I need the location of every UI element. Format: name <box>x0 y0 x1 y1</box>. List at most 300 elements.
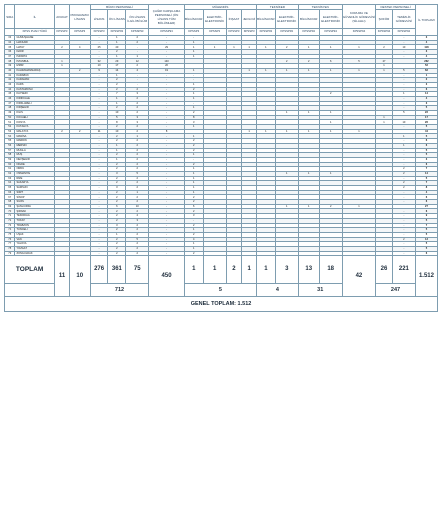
province-name: SAMSUN <box>15 186 55 191</box>
row-number: 58 <box>5 153 15 158</box>
province-name: KASTAMONU <box>15 87 55 92</box>
province-name: ORDU <box>15 167 55 172</box>
table-cell: 2 <box>126 87 149 92</box>
table-cell: 1 <box>298 129 319 134</box>
province-name: KARS <box>15 82 55 87</box>
table-cell: - <box>149 228 185 233</box>
row-number: 64 <box>5 181 15 186</box>
table-cell: 1 <box>55 59 70 64</box>
row-total-cell: 5 <box>415 134 437 139</box>
table-cell: 25 <box>90 45 108 50</box>
table-cell: 3 <box>108 171 126 176</box>
table-cell: - <box>392 96 415 101</box>
subtotal-buro: 712 <box>90 284 149 297</box>
total-buro-lisans: 276 <box>90 256 108 284</box>
table-cell: 2 <box>184 162 203 167</box>
table-cell: 1 <box>184 82 203 87</box>
total-t-elektrik: 3 <box>275 256 298 284</box>
table-cell: - <box>149 153 185 158</box>
table-cell: - <box>392 232 415 237</box>
province-name: KIRKLARELİ <box>15 101 55 106</box>
table-cell: - <box>90 209 108 214</box>
table-cell: - <box>149 176 185 181</box>
table-cell: - <box>392 148 415 153</box>
row-total-cell: 3 <box>415 50 437 55</box>
table-cell: 1 <box>342 45 375 50</box>
kpss-code: KPSSP94 <box>376 29 393 36</box>
province-name: MERSİN <box>15 143 55 148</box>
table-cell: - <box>149 54 185 59</box>
table-cell: 2 <box>108 251 126 256</box>
table-cell: - <box>149 200 185 205</box>
table-cell: 2 <box>126 167 149 172</box>
row-number: 78 <box>5 246 15 251</box>
kpss-code: KPSSP94 <box>342 29 375 36</box>
table-cell: 2 <box>126 162 149 167</box>
table-cell: - <box>149 73 185 78</box>
table-cell: - <box>90 223 108 228</box>
row-number: 68 <box>5 200 15 205</box>
table-cell: 27 <box>376 59 393 64</box>
province-name: ISPARTA <box>15 54 55 59</box>
table-cell: 3 <box>126 92 149 97</box>
table-cell: - <box>149 78 185 83</box>
table-cell: 2 <box>392 186 415 191</box>
header-cagri: ÇAĞRI KARŞILAMA PERSONELİ (ÖN LİSANS TÜM BÖLÜMLER) <box>149 5 185 29</box>
table-cell: - <box>90 73 108 78</box>
table-cell: 1 <box>275 171 298 176</box>
table-cell: 1 <box>298 45 319 50</box>
row-number: 76 <box>5 237 15 242</box>
table-cell: - <box>90 228 108 233</box>
table-cell: - <box>149 134 185 139</box>
table-cell: 2 <box>108 162 126 167</box>
table-cell: 2 <box>126 181 149 186</box>
kpss-code: KPSSP3 <box>184 29 203 36</box>
table-cell: 2 <box>108 209 126 214</box>
table-cell: - <box>392 223 415 228</box>
table-cell: 2 <box>108 214 126 219</box>
row-total-cell: 118 <box>415 45 437 50</box>
table-cell: 1 <box>108 232 126 237</box>
row-number: 57 <box>5 148 15 153</box>
table-cell: - <box>392 82 415 87</box>
table-cell: 1 <box>275 129 298 134</box>
row-number: 72 <box>5 218 15 223</box>
row-total-cell: 6 <box>415 209 437 214</box>
table-cell: 1 <box>298 68 319 73</box>
table-cell: 2 <box>108 190 126 195</box>
table-cell: 1 <box>184 242 203 247</box>
table-cell: 1 <box>203 45 226 50</box>
row-number: 43 <box>5 82 15 87</box>
header-t-bilgisayar: BİLGİSAYAR <box>256 10 275 29</box>
table-cell: 1 <box>298 204 319 209</box>
table-cell: 1 <box>376 115 393 120</box>
row-number: 45 <box>5 92 15 97</box>
table-cell: 2 <box>126 232 149 237</box>
province-name: KAHRAMANMARAŞ <box>15 68 55 73</box>
table-cell: 1 <box>242 68 257 73</box>
table-cell: - <box>392 251 415 256</box>
table-cell: - <box>149 204 185 209</box>
row-total-cell: 5 <box>415 125 437 130</box>
row-total-cell: 5 <box>415 106 437 111</box>
table-cell: - <box>149 218 185 223</box>
table-cell: - <box>90 134 108 139</box>
row-total-cell: 5 <box>415 148 437 153</box>
table-cell: 2 <box>126 209 149 214</box>
kpss-code: KPSSP3 <box>69 29 90 36</box>
table-cell: - <box>90 214 108 219</box>
table-cell: 2 <box>126 246 149 251</box>
table-cell: 1 <box>184 181 203 186</box>
table-cell: 2 <box>126 125 149 130</box>
row-total-cell: 7 <box>415 223 437 228</box>
table-cell: 2 <box>126 251 149 256</box>
row-number: 63 <box>5 176 15 181</box>
table-cell: - <box>149 50 185 55</box>
province-name: KIRIKKALE <box>15 96 55 101</box>
table-cell: - <box>90 120 108 125</box>
table-cell: - <box>90 115 108 120</box>
row-total-cell: 8 <box>415 186 437 191</box>
row-total-cell: 5 <box>415 218 437 223</box>
table-cell: - <box>392 214 415 219</box>
table-cell: - <box>149 106 185 111</box>
row-total-cell: 44 <box>415 129 437 134</box>
province-name: YOZGAT <box>15 246 55 251</box>
table-cell: 1 <box>242 129 257 134</box>
row-total-cell: 14 <box>415 171 437 176</box>
row-number: 50 <box>5 115 15 120</box>
table-cell: - <box>392 78 415 83</box>
table-cell: 2 <box>184 232 203 237</box>
table-cell: - <box>90 162 108 167</box>
kpss-code: KPSSP93 <box>108 29 126 36</box>
province-name: UŞAK <box>15 232 55 237</box>
header-tekniker: TEKNİKER <box>256 5 298 10</box>
table-cell: - <box>90 36 108 41</box>
table-cell: - <box>90 143 108 148</box>
table-cell: 2 <box>108 167 126 172</box>
table-cell: 10 <box>392 45 415 50</box>
subtotal-muhendis: 5 <box>184 284 256 297</box>
table-cell: 6 <box>319 59 342 64</box>
table-cell: - <box>126 73 149 78</box>
table-cell: 1 <box>256 129 275 134</box>
table-cell: 1 <box>184 40 203 45</box>
header-d-temizlik: TEMİZLİK GÖREVLİSİ <box>392 10 415 29</box>
table-cell: 5 <box>392 111 415 116</box>
table-cell: 1 <box>108 73 126 78</box>
table-cell: - <box>392 87 415 92</box>
row-total-cell: 5 <box>415 153 437 158</box>
table-cell: - <box>149 181 185 186</box>
row-number: 65 <box>5 186 15 191</box>
table-cell: - <box>392 228 415 233</box>
table-cell: - <box>149 223 185 228</box>
table-cell: 1 <box>184 246 203 251</box>
table-cell: - <box>149 195 185 200</box>
table-cell: - <box>184 36 203 41</box>
table-cell: - <box>149 115 185 120</box>
table-cell: 1 <box>184 153 203 158</box>
total-m-insaat: 2 <box>226 256 242 284</box>
total-ts-elektrik: 18 <box>319 256 342 284</box>
table-cell: 1 <box>376 120 393 125</box>
province-name: KONYA <box>15 120 55 125</box>
row-total-cell: 27 <box>415 204 437 209</box>
province-name: TUNCELİ <box>15 228 55 233</box>
total-avukat: 11 <box>55 256 70 297</box>
row-number: 52 <box>5 125 15 130</box>
table-cell: 1 <box>126 54 149 59</box>
province-name: OSMANİYE <box>15 171 55 176</box>
subtotal-spacer <box>5 284 55 297</box>
table-cell: 2 <box>108 176 126 181</box>
province-name: MALATYA <box>15 129 55 134</box>
header-d-sofor: ŞOFÖR <box>376 10 393 29</box>
row-total-cell: 6 <box>415 200 437 205</box>
table-cell: 2 <box>392 237 415 242</box>
table-cell: 8 <box>108 120 126 125</box>
table-cell: 1 <box>256 68 275 73</box>
table-cell: 1 <box>108 40 126 45</box>
table-cell: - <box>90 111 108 116</box>
table-cell: - <box>90 82 108 87</box>
table-cell: 3 <box>108 186 126 191</box>
row-total-cell: 62 <box>415 68 437 73</box>
table-cell: - <box>392 242 415 247</box>
table-cell: 3 <box>108 223 126 228</box>
header-destek: DESTEK PERSONELİ <box>376 5 416 10</box>
table-cell: - <box>90 167 108 172</box>
table-cell: 2 <box>126 36 149 41</box>
row-number: 71 <box>5 214 15 219</box>
table-cell: 1 <box>319 45 342 50</box>
row-total-cell: 4 <box>415 190 437 195</box>
header-ts-bilgisayar: BİLGİSAYAR <box>298 10 319 29</box>
table-cell: 2 <box>275 45 298 50</box>
row-number: 36 <box>5 50 15 55</box>
table-cell: 20 <box>149 64 185 69</box>
row-number: 77 <box>5 242 15 247</box>
table-cell: 1 <box>184 134 203 139</box>
row-number: 75 <box>5 232 15 237</box>
table-cell: - <box>149 251 185 256</box>
row-number: 41 <box>5 73 15 78</box>
table-cell: 17 <box>108 64 126 69</box>
row-total-cell: 6 <box>415 87 437 92</box>
table-cell: 2 <box>184 223 203 228</box>
table-cell: - <box>184 78 203 83</box>
table-cell: 6 <box>108 204 126 209</box>
row-total-cell: 3 <box>415 101 437 106</box>
table-cell: - <box>149 139 185 144</box>
table-cell: 2 <box>108 195 126 200</box>
province-name: İSTANBUL <box>15 59 55 64</box>
row-number: 69 <box>5 204 15 209</box>
header-buro-on-lisans-bolum: ÖN LİSANS İLGİLİ BÖLÜM <box>126 10 149 29</box>
total-t-bilgisayar: 1 <box>256 256 275 284</box>
table-cell: 14 <box>108 68 126 73</box>
table-cell: - <box>149 111 185 116</box>
province-name: SİNOP <box>15 195 55 200</box>
row-number: 60 <box>5 162 15 167</box>
row-total-cell: 17 <box>415 115 437 120</box>
table-cell: - <box>392 209 415 214</box>
table-cell: - <box>90 186 108 191</box>
province-name: KAYSERİ <box>15 92 55 97</box>
table-cell: 2 <box>108 153 126 158</box>
total-buro-on-lisans: 361 <box>108 256 126 284</box>
total-programci: 10 <box>69 256 90 297</box>
table-cell: - <box>90 232 108 237</box>
table-cell: - <box>149 214 185 219</box>
header-kpss-puan: KPSS PUAN TÜRÜ <box>15 29 55 36</box>
table-cell: 2 <box>126 111 149 116</box>
province-name: KİLİS <box>15 111 55 116</box>
table-cell: - <box>90 176 108 181</box>
table-cell: 2 <box>126 64 149 69</box>
table-cell: 2 <box>108 87 126 92</box>
province-name: MUŞ <box>15 153 55 158</box>
table-cell: 5 <box>126 237 149 242</box>
table-cell: 2 <box>126 153 149 158</box>
row-total-cell: 2 <box>415 78 437 83</box>
table-cell: 2 <box>184 209 203 214</box>
table-cell: 1 <box>184 171 203 176</box>
province-name: VAN <box>15 237 55 242</box>
table-cell: - <box>149 92 185 97</box>
row-total-cell: 1 <box>415 73 437 78</box>
province-name: MUĞLA <box>15 148 55 153</box>
table-cell: 2 <box>126 200 149 205</box>
table-cell: 1 <box>392 134 415 139</box>
table-cell: - <box>90 195 108 200</box>
totals-label: TOPLAM <box>5 256 55 284</box>
table-cell: - <box>90 153 108 158</box>
table-cell: 8 <box>149 129 185 134</box>
province-name: HAKKARİ <box>15 40 55 45</box>
table-cell: 3 <box>126 218 149 223</box>
total-cagri: 450 <box>149 256 185 297</box>
kpss-code: KPSSP3 <box>90 29 108 36</box>
province-name: RİZE <box>15 176 55 181</box>
row-number: 34 <box>5 40 15 45</box>
table-cell: - <box>90 50 108 55</box>
row-total-cell: 22 <box>415 111 437 116</box>
table-cell: 2 <box>319 92 342 97</box>
row-total-cell: 7 <box>415 167 437 172</box>
table-cell: - <box>392 218 415 223</box>
row-total-cell: 52 <box>415 64 437 69</box>
table-cell: 12 <box>126 59 149 64</box>
header-t-elektrik: ELEKTRİK-ELEKTRONİK <box>275 10 298 29</box>
table-cell: 2 <box>108 78 126 83</box>
province-name: GÜMÜŞHANE <box>15 36 55 41</box>
table-cell: 2 <box>108 228 126 233</box>
table-cell: 1 <box>184 92 203 97</box>
table-cell: 2 <box>126 143 149 148</box>
table-cell: - <box>149 190 185 195</box>
table-cell: 3 <box>184 120 203 125</box>
table-cell: 2 <box>126 148 149 153</box>
table-cell: 1 <box>319 129 342 134</box>
table-cell: - <box>184 157 203 162</box>
table-cell: - <box>90 54 108 59</box>
table-cell: 5 <box>392 68 415 73</box>
table-cell: - <box>126 50 149 55</box>
table-cell: - <box>90 106 108 111</box>
row-number: 66 <box>5 190 15 195</box>
header-m-elektrik: ELEKTRİK-ELEKTRONİK <box>203 10 226 29</box>
table-cell: 2 <box>392 181 415 186</box>
table-cell: 10 <box>392 120 415 125</box>
row-total-cell: 26 <box>415 120 437 125</box>
table-cell: - <box>149 148 185 153</box>
total-koruma: 42 <box>342 256 375 297</box>
kpss-code: KPSSP93 <box>256 29 275 36</box>
table-cell: 2 <box>126 101 149 106</box>
row-total-cell: 13 <box>415 237 437 242</box>
table-cell: - <box>90 148 108 153</box>
table-cell: 1 <box>184 68 203 73</box>
total-m-bilgisayar: 1 <box>184 256 203 284</box>
row-total-cell: 9 <box>415 214 437 219</box>
table-cell: - <box>149 36 185 41</box>
header-buro-on-lisans: ÖN LİSANS <box>108 10 126 29</box>
row-total-cell: 6 <box>415 162 437 167</box>
table-cell: 1 <box>108 148 126 153</box>
row-number: 62 <box>5 171 15 176</box>
table-cell: 10 <box>90 64 108 69</box>
row-total-cell: 6 <box>415 139 437 144</box>
table-cell: 1 <box>319 171 342 176</box>
table-cell: 2 <box>108 181 126 186</box>
table-cell: 1 <box>108 143 126 148</box>
table-cell: 2 <box>126 176 149 181</box>
table-cell: - <box>126 45 149 50</box>
row-total-cell: 3 <box>415 82 437 87</box>
table-cell: 4 <box>184 237 203 242</box>
header-koruma: KORUMA VE GÜVENLİK GÖREVLİSİ (SİLAHLI) <box>342 5 375 29</box>
table-cell: 1 <box>242 45 257 50</box>
table-cell: 11 <box>90 129 108 134</box>
table-cell: 1 <box>108 54 126 59</box>
province-name: IĞDIR <box>15 50 55 55</box>
header-m-insaat: İNŞAAT <box>226 10 242 29</box>
table-cell: 1 <box>184 167 203 172</box>
table-cell: - <box>90 92 108 97</box>
table-cell: 1 <box>184 176 203 181</box>
table-cell: 1 <box>184 228 203 233</box>
province-name: KOCAELİ <box>15 115 55 120</box>
table-cell: 29 <box>149 45 185 50</box>
table-cell: 3 <box>126 115 149 120</box>
table-cell: 9 <box>90 68 108 73</box>
table-cell: 1 <box>126 190 149 195</box>
total-m-jeoloji: 1 <box>242 256 257 284</box>
province-name: HATAY <box>15 45 55 50</box>
row-number: 53 <box>5 129 15 134</box>
row-total-cell: 5 <box>415 242 437 247</box>
table-cell: - <box>392 139 415 144</box>
total-il-toplami: 1.512 <box>415 256 437 297</box>
table-cell: 6 <box>184 204 203 209</box>
table-cell: 1 <box>184 45 203 50</box>
